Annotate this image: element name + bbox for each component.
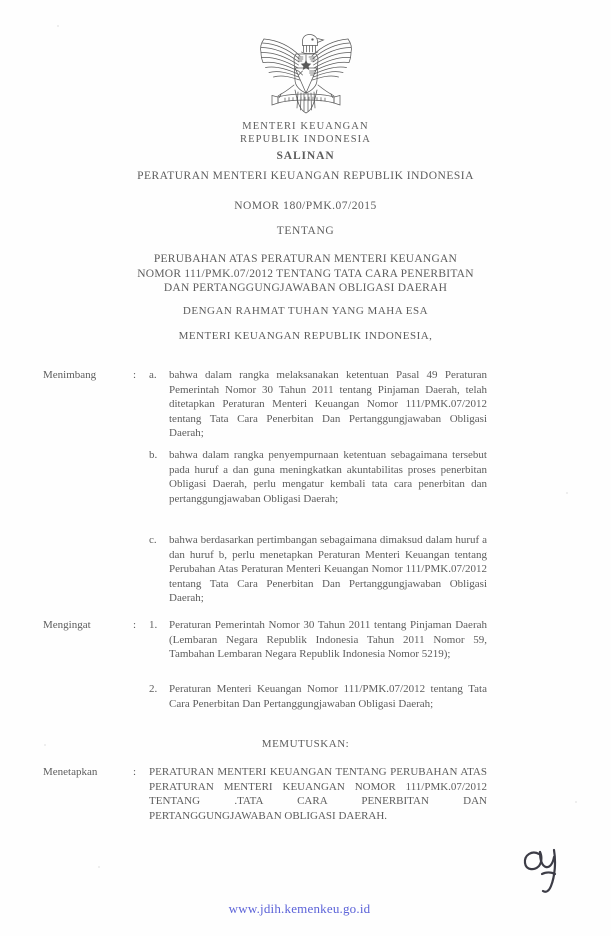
mengingat-label: Mengingat bbox=[43, 619, 91, 631]
memutuskan-label: MEMUTUSKAN: bbox=[261, 738, 350, 750]
garuda-pancasila-emblem bbox=[252, 30, 360, 122]
menimbang-clause-b bbox=[149, 448, 487, 506]
subject-line-2: NOMOR 111/PMK.07/2012 TENTANG TATA CARA PENERBITAN bbox=[137, 267, 474, 280]
ministry-line-1: MENTERI KEUANGAN bbox=[242, 121, 369, 132]
menimbang-colon: : bbox=[133, 369, 137, 381]
nomor-suffix: /PMK.07/2015 bbox=[302, 200, 377, 212]
scan-speckle bbox=[98, 866, 100, 868]
mengingat-clause-1 bbox=[43, 618, 487, 662]
mengingat-colon: : bbox=[133, 619, 137, 631]
menetapkan-text: PERATURAN MENTERI KEUANGAN TENTANG PERUBAHAN ATAS PERATURAN MENTERI KEUANGAN NOMOR 111/PMK.07/2012 TENTANG .TATA CARA PENERBITAN DAN PERTANGGUNGJAWABAN OBLIGASI DAERAH. bbox=[149, 766, 487, 822]
handwritten-initial-mark bbox=[515, 838, 585, 900]
menimbang-text-a: bahwa dalam rangka melaksanakan ketentuan Pasal 49 Peraturan Pemerintah Nomor 30 Tahun 2011 tentang Pinjaman Daerah, telah ditetapkan Peraturan Menteri Keuangan Nomor 111/PMK.07/2012 tentang Tata Cara Penerbitan Dan Pertanggungjawaban Obligasi Daerah; bbox=[169, 369, 487, 440]
salinan-label: SALINAN bbox=[276, 150, 335, 162]
nomor-prefix: NOMOR bbox=[234, 200, 280, 212]
menimbang-text-c: bahwa berdasarkan pertimbangan sebagaimana dimaksud dalam huruf a dan huruf b, perlu menetapkan Peraturan Menteri Keuangan tentang Perubahan Atas Peraturan Menteri Keuangan Nomor 111/PMK.07/2012 tentang Tata Cara Penerbitan Dan Pertanggungjawaban Obligasi Daerah; bbox=[169, 534, 487, 605]
menimbang-marker-a: a. bbox=[149, 369, 157, 381]
menimbang-clause-a bbox=[43, 368, 487, 441]
ministry-line-2: REPUBLIK INDONESIA bbox=[240, 134, 371, 145]
regulation-title: PERATURAN MENTERI KEUANGAN REPUBLIK INDONESIA bbox=[137, 170, 474, 182]
menetapkan-colon: : bbox=[133, 766, 137, 778]
menimbang-label: Menimbang bbox=[43, 369, 97, 381]
tentang-label: TENTANG bbox=[276, 225, 335, 237]
menimbang-marker-c: c. bbox=[149, 534, 157, 546]
mengingat-marker-2: 2. bbox=[149, 683, 158, 695]
menimbang-marker-b: b. bbox=[149, 449, 158, 461]
scan-speckle bbox=[575, 801, 577, 803]
scan-speckle bbox=[57, 25, 59, 27]
mengingat-marker-1: 1. bbox=[149, 619, 158, 631]
subject-heading bbox=[0, 252, 611, 296]
mengingat-clause-2 bbox=[149, 682, 487, 711]
invocation-line: DENGAN RAHMAT TUHAN YANG MAHA ESA bbox=[182, 305, 429, 317]
mengingat-text-1: Peraturan Pemerintah Nomor 30 Tahun 2011 tentang Pinjaman Daerah (Lembaran Negara Republik Indonesia Tahun 2011 Nomor 59, Tambahan Lembaran Negara Republik Indonesia Nomor 5219); bbox=[169, 619, 487, 661]
menetapkan-label: Menetapkan bbox=[43, 766, 98, 778]
menimbang-clause-c bbox=[149, 533, 487, 606]
mengingat-text-2: Peraturan Menteri Keuangan Nomor 111/PMK.07/2012 tentang Tata Cara Penerbitan Dan Pertanggungjawaban Obligasi Daerah; bbox=[169, 683, 487, 710]
menimbang-text-b: bahwa dalam rangka penyempurnaan ketentuan sebagaimana tersebut pada huruf a dan guna meningkatkan akuntabilitas proses penerbitan Obligasi Daerah, perlu mengatur kembali tata cara penerbitan dan pertanggungjawaban Obligasi Daerah; bbox=[169, 449, 487, 505]
regulation-number-line bbox=[0, 200, 611, 212]
footer-url[interactable]: www.jdih.kemenkeu.go.id bbox=[228, 901, 371, 916]
menetapkan-clause bbox=[43, 765, 487, 823]
subject-line-1: PERUBAHAN ATAS PERATURAN MENTERI KEUANGAN bbox=[153, 253, 458, 265]
emblem-container bbox=[0, 30, 611, 122]
nomor-value: 180 bbox=[282, 201, 303, 212]
scan-speckle bbox=[566, 492, 568, 494]
subject-line-3: DAN PERTANGGUNGJAWABAN OBLIGASI DAERAH bbox=[163, 282, 448, 294]
authority-line: MENTERI KEUANGAN REPUBLIK INDONESIA, bbox=[178, 330, 433, 342]
ministry-heading bbox=[0, 120, 611, 146]
